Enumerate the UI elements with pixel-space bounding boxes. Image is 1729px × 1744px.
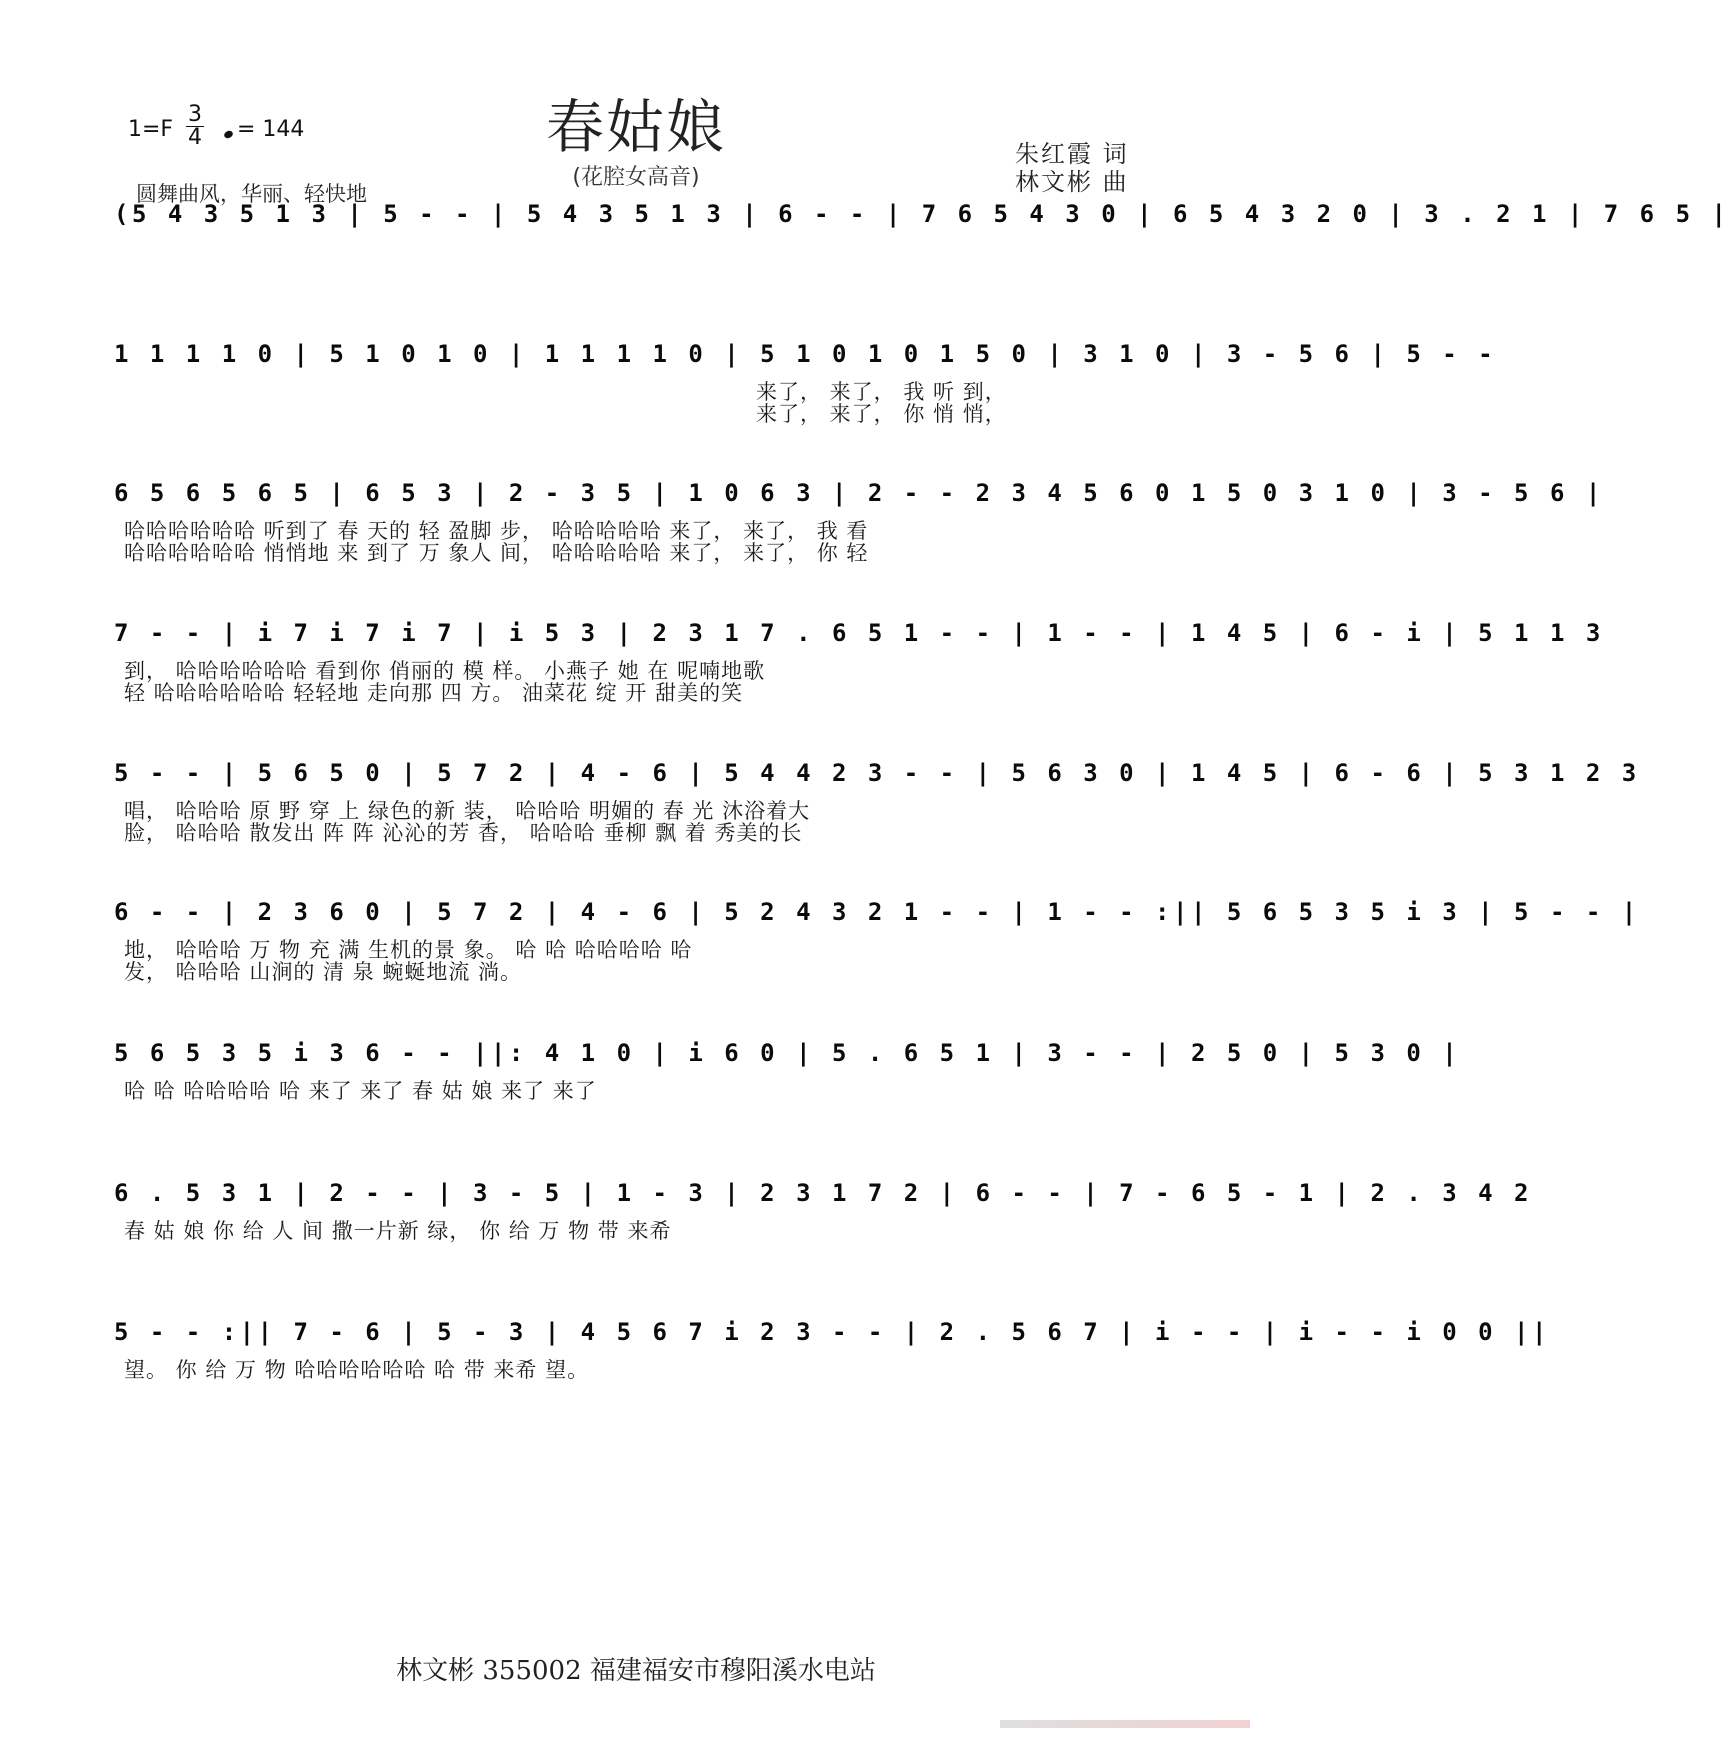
composer-credit: 林文彬 曲: [1015, 168, 1129, 196]
lyric-line: 来了， 来了， 你 悄 悄，: [756, 402, 1007, 426]
lyric-line: 哈 哈 哈哈哈哈 哈 来了 来了 春 姑 娘 来了 来了: [124, 1079, 597, 1103]
notation-system-2: 1 1 1 1 0 | 5 1 0 1 0 | 1 1 1 1 0 | 5 1 0 1 0 1 5 0 | 3 1 0 | 3 - 5 6 | 5 - -: [114, 340, 1497, 368]
lyric-line: 来了， 来了， 我 听 到，: [756, 380, 1007, 404]
lyricist-credit: 朱红霞 词: [1015, 140, 1129, 168]
lyric-line: 轻 哈哈哈哈哈哈 轻轻地 走向那 四 方。 油菜花 绽 开 甜美的笑: [124, 681, 744, 705]
notation-system-3: 6 5 6 5 6 5 | 6 5 3 | 2 - 3 5 | 1 0 6 3 | 2 - - 2 3 4 5 6 0 1 5 0 3 1 0 | 3 - 5 6 |: [114, 479, 1604, 507]
notation-system-7: 5 6 5 3 5 i 3 6 - - ||: 4 1 0 | i 6 0 | 5 . 6 5 1 | 3 - - | 2 5 0 | 5 3 0 |: [114, 1039, 1461, 1067]
lyric-line: 到， 哈哈哈哈哈哈 看到你 俏丽的 模 样。 小燕子 她 在 呢喃地歌: [124, 659, 766, 683]
tempo-value: = 144: [237, 117, 305, 142]
lyric-line: 哈哈哈哈哈哈 听到了 春 天的 轻 盈脚 步， 哈哈哈哈哈 来了， 来了， 我 看: [124, 519, 869, 543]
time-signature: [186, 104, 204, 149]
lyric-line: 地， 哈哈哈 万 物 充 满 生机的景 象。 哈 哈 哈哈哈哈 哈: [124, 938, 693, 962]
notation-system-9: 5 - - :|| 7 - 6 | 5 - 3 | 4 5 6 7 i 2 3 - - | 2 . 5 6 7 | i - - | i - - i 0 0 ||: [114, 1318, 1550, 1346]
tempo-marking: [224, 117, 304, 142]
lyric-line: 望。 你 给 万 物 哈哈哈哈哈哈 哈 带 来希 望。: [124, 1358, 590, 1382]
lyric-line: 唱， 哈哈哈 原 野 穿 上 绿色的新 装， 哈哈哈 明媚的 春 光 沐浴着大: [124, 799, 811, 823]
song-subtitle: (花腔女高音): [572, 165, 700, 190]
footer-address: 林文彬 355002 福建福安市穆阳溪水电站: [396, 1656, 876, 1686]
notation-system-4: 7 - - | i 7 i 7 i 7 | i 5 3 | 2 3 1 7 . 6 5 1 - - | 1 - - | 1 4 5 | 6 - i | 5 1 1 3: [114, 619, 1604, 647]
lyric-line: 春 姑 娘 你 给 人 间 撒一片新 绿， 你 给 万 物 带 来希: [124, 1219, 672, 1243]
lyric-line: 哈哈哈哈哈哈 悄悄地 来 到了 万 象人 间， 哈哈哈哈哈 来了， 来了， 你 轻: [124, 541, 869, 565]
quarter-note-icon: [223, 129, 234, 139]
notation-system-5: 5 - - | 5 6 5 0 | 5 7 2 | 4 - 6 | 5 4 4 2 3 - - | 5 6 3 0 | 1 4 5 | 6 - 6 | 5 3 1 2 3: [114, 759, 1640, 787]
lyric-line: 脸， 哈哈哈 散发出 阵 阵 沁沁的芳 香， 哈哈哈 垂柳 飘 着 秀美的长: [124, 821, 803, 845]
time-signature-top: 3: [188, 102, 202, 127]
notation-system-6: 6 - - | 2 3 6 0 | 5 7 2 | 4 - 6 | 5 2 4 3 2 1 - - | 1 - - :|| 5 6 5 3 5 i 3 | 5 - - |: [114, 898, 1640, 926]
notation-system-8: 6 . 5 3 1 | 2 - - | 3 - 5 | 1 - 3 | 2 3 1 7 2 | 6 - - | 7 - 6 5 - 1 | 2 . 3 4 2: [114, 1179, 1532, 1207]
key-signature: 1=F: [128, 117, 174, 142]
style-marking: 圆舞曲风，华丽、轻快地: [136, 182, 367, 206]
lyric-line: 发， 哈哈哈 山涧的 清 泉 蜿蜒地流 淌。: [124, 960, 523, 984]
song-title: 春姑娘: [545, 93, 726, 161]
notation-system-1: (5 4 3 5 1 3 | 5 - - | 5 4 3 5 1 3 | 6 - - | 7 6 5 4 3 0 | 6 5 4 3 2 0 | 3 . 2 1 | 7 6 5 |: [114, 200, 1729, 228]
watermark-strip: [1000, 1720, 1250, 1728]
time-signature-bottom: 4: [188, 125, 202, 150]
